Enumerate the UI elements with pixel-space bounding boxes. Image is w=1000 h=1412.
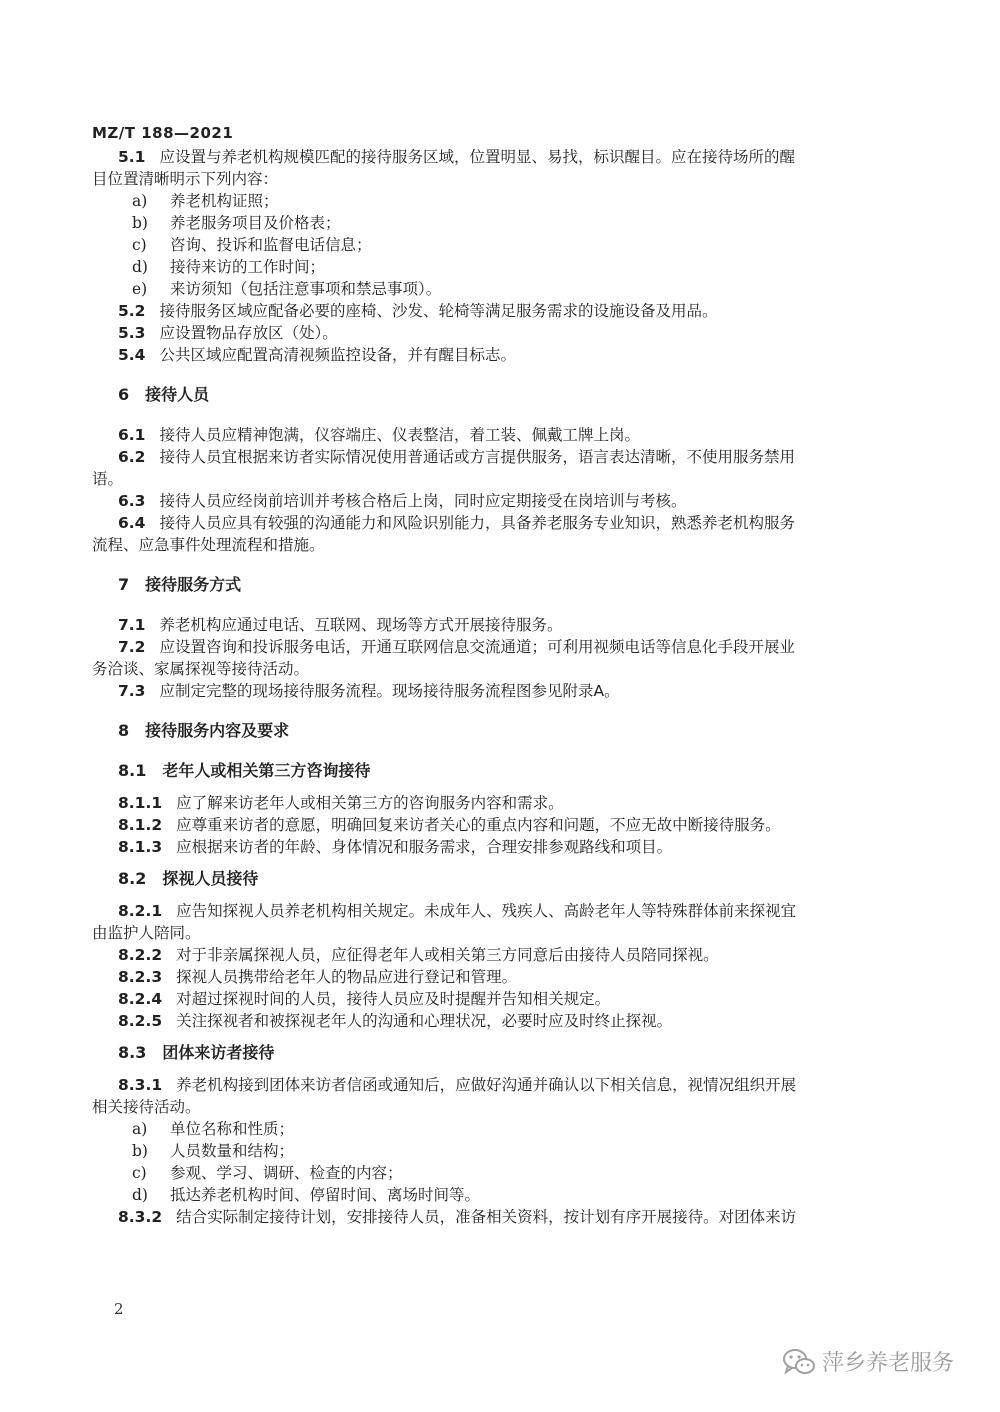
section-title: 老年人或相关第三方咨询接待 xyxy=(162,761,371,780)
section-number: 6 xyxy=(118,385,130,404)
list-marker: d) xyxy=(132,258,148,276)
section-title: 团体来访者接待 xyxy=(162,1043,275,1062)
clause-text: 养老机构应通过电话、互联网、现场等方式开展接待服务。 xyxy=(159,616,563,634)
clause-text: 养老机构接到团体来访者信函或通知后，应做好沟通并确认以下相关信息，视情况组织开展 xyxy=(176,1076,797,1094)
clause-text: 接待人员宜根据来访者实际情况使用普通话或方言提供服务，语言表达清晰，不使用服务禁用 xyxy=(159,448,795,466)
clause-text: 探视人员携带给老年人的物品应进行登记和管理。 xyxy=(176,968,518,986)
section-title: 接待人员 xyxy=(145,385,210,404)
clause-text: 对于非亲属探视人员，应征得老年人或相关第三方同意后由接待人员陪同探视。 xyxy=(176,946,719,964)
clause-number: 8.1.2 xyxy=(118,816,163,834)
clause-text: 应设置与养老机构规模匹配的接待服务区域，位置明显、易找，标识醒目。应在接待场所的醒 xyxy=(159,148,795,166)
page-number: 2 xyxy=(114,1300,124,1318)
list-item xyxy=(0,234,1000,256)
clause-text: 接待人员应经岗前培训并考核合格后上岗，同时应定期接受在岗培训与考核。 xyxy=(159,492,687,510)
watermark-text: 萍乡养老服务 xyxy=(822,1351,955,1376)
list-marker: b) xyxy=(132,1142,148,1160)
clause-8-2-1 xyxy=(0,900,888,922)
list-text: 接待来访的工作时间； xyxy=(170,258,326,276)
section-number: 7 xyxy=(118,575,130,594)
subsection-heading-8-2 xyxy=(0,868,1000,890)
clause-8-2-5 xyxy=(0,1010,888,1032)
clause-7-2 xyxy=(0,636,888,658)
clause-number: 8.3.2 xyxy=(118,1208,163,1226)
clause-text: 接待人员应具有较强的沟通能力和风险识别能力，具备养老服务专业知识，熟悉养老机构服务 xyxy=(159,514,795,532)
clause-8-3-2 xyxy=(0,1206,888,1228)
clause-8-3-1 xyxy=(0,1074,888,1096)
list-text: 参观、学习、调研、检查的内容； xyxy=(170,1164,403,1182)
section-number: 8.2 xyxy=(118,869,147,888)
list-item xyxy=(0,1140,1000,1162)
clause-text: 接待服务区域应配备必要的座椅、沙发、轮椅等满足服务需求的设施设备及用品。 xyxy=(159,302,718,320)
clause-8-2-4 xyxy=(0,988,888,1010)
section-heading-7 xyxy=(0,574,1000,596)
clause-6-4-continuation xyxy=(0,534,1000,556)
clause-8-1-1 xyxy=(0,792,888,814)
clause-number: 7.1 xyxy=(118,616,146,634)
list-text: 咨询、投诉和监督电话信息； xyxy=(170,236,372,254)
clause-8-1-3 xyxy=(0,836,888,858)
clause-8-2-1-continuation xyxy=(0,922,1000,944)
list-item xyxy=(0,1184,1000,1206)
list-text: 人员数量和结构； xyxy=(170,1142,295,1160)
list-item xyxy=(0,256,1000,278)
clause-number: 8.2.3 xyxy=(118,968,163,986)
list-marker: d) xyxy=(132,1186,148,1204)
clause-8-1-2 xyxy=(0,814,888,836)
clause-5-2 xyxy=(0,300,888,322)
clause-text: 应根据来访者的年龄、身体情况和服务需求，合理安排参观路线和项目。 xyxy=(176,838,673,856)
list-item xyxy=(0,212,1000,234)
clause-6-1 xyxy=(0,424,888,446)
section-title: 接待服务方式 xyxy=(145,575,242,594)
clause-number: 8.2.1 xyxy=(118,902,163,920)
clause-text: 接待人员应精神饱满，仪容端庄、仪表整洁，着工装、佩戴工牌上岗。 xyxy=(159,426,640,444)
clause-text: 应设置物品存放区（处）。 xyxy=(159,324,338,342)
clause-5-3 xyxy=(0,322,888,344)
list-item xyxy=(0,278,1000,300)
clause-number: 5.4 xyxy=(118,346,146,364)
clause-text: 目位置清晰明示下列内容： xyxy=(92,170,279,188)
section-number: 8.3 xyxy=(118,1043,147,1062)
clause-6-3 xyxy=(0,490,888,512)
section-heading-6 xyxy=(0,384,1000,406)
list-marker: b) xyxy=(132,214,148,232)
clause-number: 8.3.1 xyxy=(118,1076,163,1094)
section-number: 8 xyxy=(118,721,130,740)
clause-number: 7.3 xyxy=(118,682,146,700)
clause-text: 应设置咨询和投诉服务电话，开通互联网信息交流通道；可利用视频电话等信息化手段开展业 xyxy=(159,638,795,656)
section-title: 接待服务内容及要求 xyxy=(145,721,290,740)
clause-text: 对超过探视时间的人员，接待人员应及时提醒并告知相关规定。 xyxy=(176,990,611,1008)
list-marker: a) xyxy=(132,1120,148,1138)
document-body xyxy=(0,146,1000,1228)
section-number: 8.1 xyxy=(118,761,147,780)
clause-number: 5.2 xyxy=(118,302,146,320)
clause-number: 5.3 xyxy=(118,324,146,342)
clause-5-1-continuation xyxy=(0,168,1000,190)
wechat-icon xyxy=(782,1347,816,1377)
clause-text: 应告知探视人员养老机构相关规定。未成年人、残疾人、高龄老年人等特殊群体前来探视宜 xyxy=(176,902,797,920)
list-marker: e) xyxy=(132,280,148,298)
clause-text: 公共区域应配置高清视频监控设备，并有醒目标志。 xyxy=(159,346,516,364)
clause-number: 8.1.1 xyxy=(118,794,163,812)
subsection-heading-8-3 xyxy=(0,1042,1000,1064)
subsection-heading-8-1 xyxy=(0,760,1000,782)
clause-text: 由监护人陪同。 xyxy=(92,924,201,942)
clause-number: 6.3 xyxy=(118,492,146,510)
list-text: 养老服务项目及价格表； xyxy=(170,214,341,232)
clause-8-2-2 xyxy=(0,944,888,966)
clause-text: 务洽谈、家属探视等接待活动。 xyxy=(92,660,310,678)
section-heading-8 xyxy=(0,720,1000,742)
clause-number: 8.2.4 xyxy=(118,990,163,1008)
list-item xyxy=(0,1118,1000,1140)
document-code: MZ/T 188—2021 xyxy=(92,124,234,142)
section-title: 探视人员接待 xyxy=(162,869,259,888)
list-text: 养老机构证照； xyxy=(170,192,279,210)
list-marker: c) xyxy=(132,1164,147,1182)
clause-8-2-3 xyxy=(0,966,888,988)
clause-number: 6.4 xyxy=(118,514,146,532)
clause-6-2-continuation xyxy=(0,468,1000,490)
clause-text: 相关接待活动。 xyxy=(92,1098,201,1116)
clause-text: 应尊重来访者的意愿，明确回复来访者关心的重点内容和问题，不应无故中断接待服务。 xyxy=(176,816,781,834)
list-marker: a) xyxy=(132,192,148,210)
clause-7-2-continuation xyxy=(0,658,1000,680)
list-item xyxy=(0,1162,1000,1184)
list-item xyxy=(0,190,1000,212)
watermark xyxy=(782,1346,954,1377)
clause-6-2 xyxy=(0,446,888,468)
clause-5-1 xyxy=(0,146,888,168)
clause-number: 5.1 xyxy=(118,148,146,166)
list-text: 来访须知（包括注意事项和禁忌事项）。 xyxy=(170,280,442,298)
clause-text: 关注探视者和被探视老年人的沟通和心理状况，必要时应及时终止探视。 xyxy=(176,1012,673,1030)
clause-text: 流程、应急事件处理流程和措施。 xyxy=(92,536,325,554)
clause-number: 6.1 xyxy=(118,426,146,444)
list-text: 抵达养老机构时间、停留时间、离场时间等。 xyxy=(170,1186,481,1204)
clause-text: 应制定完整的现场接待服务流程。现场接待服务流程图参见附录A。 xyxy=(159,682,620,700)
list-text: 单位名称和性质； xyxy=(170,1120,295,1138)
clause-5-4 xyxy=(0,344,888,366)
clause-7-1 xyxy=(0,614,888,636)
clause-text: 结合实际制定接待计划，安排接待人员，准备相关资料，按计划有序开展接待。对团体来访 xyxy=(176,1208,797,1226)
clause-text: 应了解来访老年人或相关第三方的咨询服务内容和需求。 xyxy=(176,794,564,812)
clause-number: 6.2 xyxy=(118,448,146,466)
clause-7-3 xyxy=(0,680,888,702)
clause-text: 语。 xyxy=(92,470,124,488)
clause-number: 8.1.3 xyxy=(118,838,163,856)
clause-8-3-1-continuation xyxy=(0,1096,1000,1118)
clause-6-4 xyxy=(0,512,888,534)
clause-number: 7.2 xyxy=(118,638,146,656)
list-marker: c) xyxy=(132,236,147,254)
clause-number: 8.2.5 xyxy=(118,1012,163,1030)
clause-number: 8.2.2 xyxy=(118,946,163,964)
